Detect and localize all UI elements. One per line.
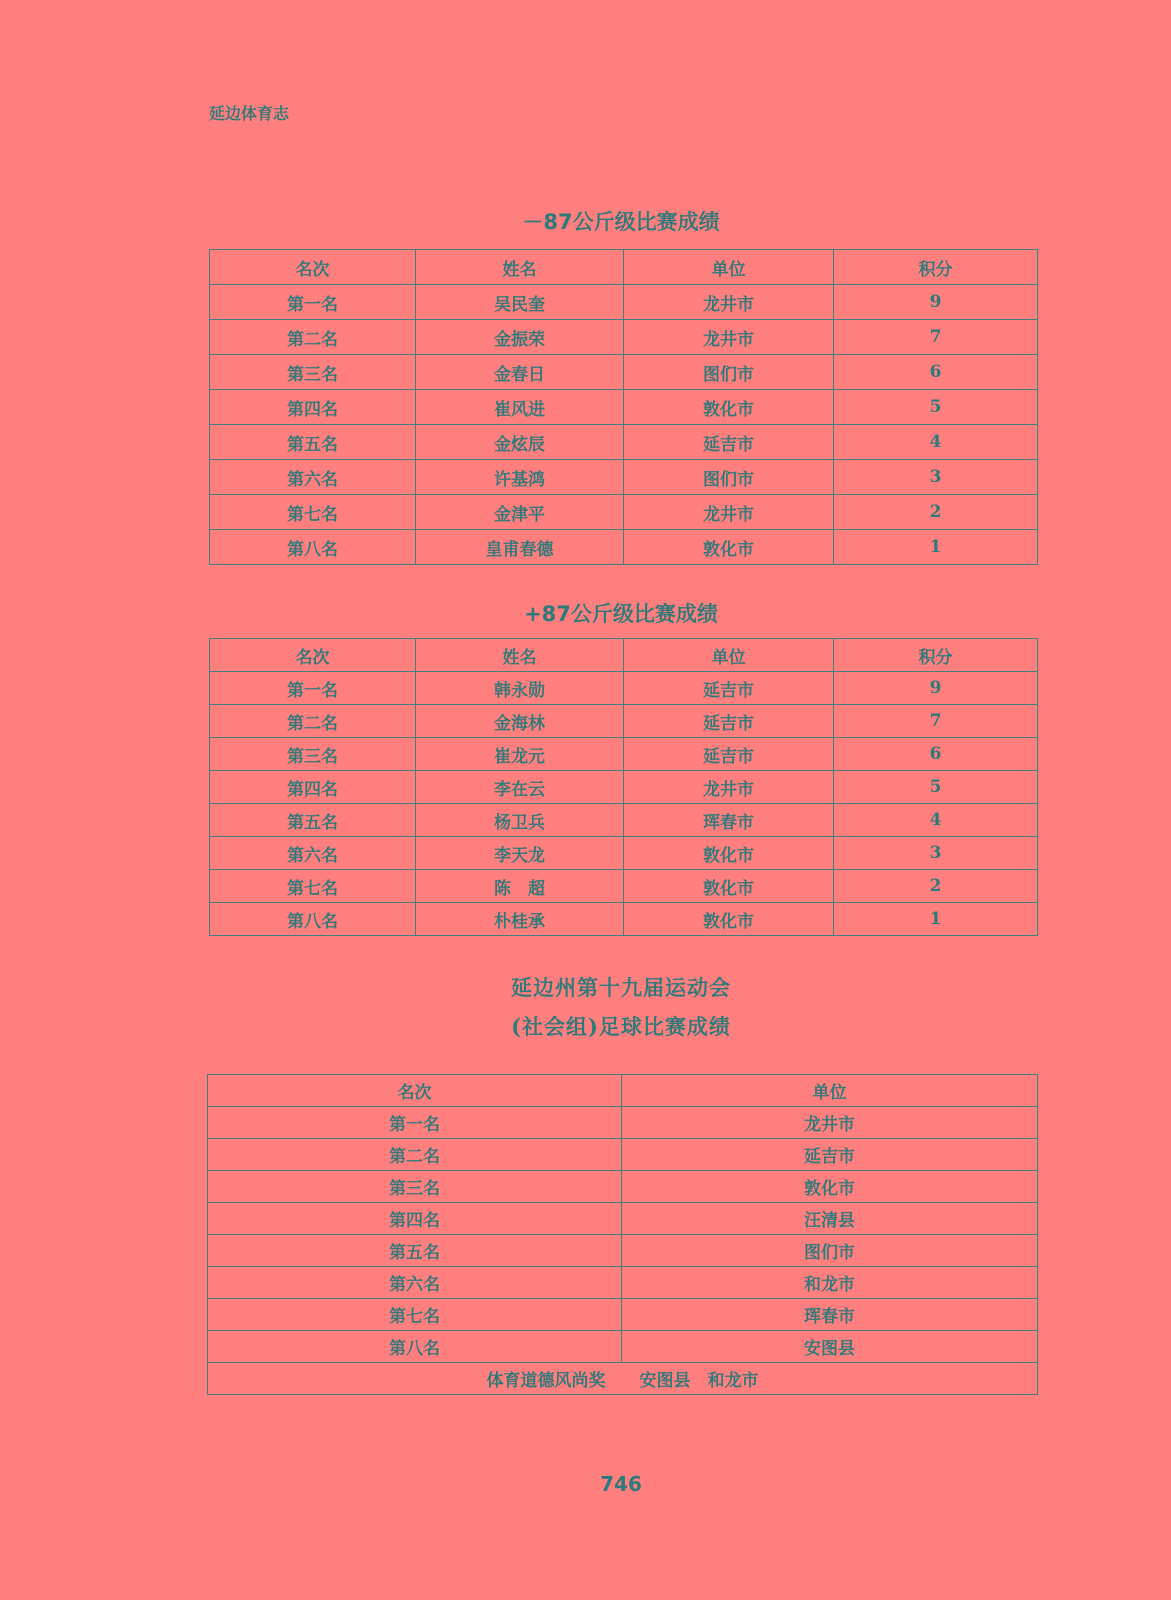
table-cell: 龙井市 (624, 320, 834, 355)
table-cell: 第三名 (208, 1171, 622, 1203)
table3-title-line2: (社会组)足球比赛成绩 (511, 1014, 731, 1039)
table3-header-row (208, 1075, 1038, 1107)
table-cell: 第八名 (210, 530, 416, 565)
table-cell: 龙井市 (624, 495, 834, 530)
table-cell: 第八名 (208, 1331, 622, 1363)
table-row (210, 425, 1038, 460)
page-number: 746 (600, 1472, 642, 1496)
table-cell: 第四名 (208, 1203, 622, 1235)
table-cell: 9 (834, 285, 1038, 320)
table-row (210, 285, 1038, 320)
table-row (210, 460, 1038, 495)
table-cell: 4 (834, 425, 1038, 460)
table-cell: 图们市 (624, 460, 834, 495)
table2-header-row (210, 639, 1038, 672)
table-cell: 3 (834, 837, 1038, 870)
table-cell: 第一名 (210, 672, 416, 705)
table-cell: 4 (834, 804, 1038, 837)
table-cell: 敦化市 (622, 1171, 1038, 1203)
table-cell: 第四名 (210, 390, 416, 425)
table1-title: －87公斤级比赛成绩 (522, 210, 720, 234)
table-row (208, 1267, 1038, 1299)
table-cell: 第二名 (210, 705, 416, 738)
running-head: 延边体育志 (209, 104, 290, 123)
table-cell: 朴桂承 (416, 903, 624, 936)
table-row (208, 1107, 1038, 1139)
table-row (208, 1235, 1038, 1267)
table-cell: 5 (834, 390, 1038, 425)
table-cell: 第二名 (210, 320, 416, 355)
table-cell: 7 (834, 320, 1038, 355)
table1-header-row (210, 250, 1038, 285)
table-cell: 第二名 (208, 1139, 622, 1171)
table3-header-cell: 单位 (622, 1075, 1038, 1107)
table1-header-cell: 单位 (624, 250, 834, 285)
table1-header-cell: 积分 (834, 250, 1038, 285)
table2-header-cell: 积分 (834, 639, 1038, 672)
table-cell: 李在云 (416, 771, 624, 804)
table-cell: 龙井市 (624, 771, 834, 804)
table3 (207, 1074, 1038, 1395)
table-row (208, 1331, 1038, 1363)
table-cell: 2 (834, 495, 1038, 530)
table-row (210, 495, 1038, 530)
table-cell: 9 (834, 672, 1038, 705)
table-cell: 崔龙元 (416, 738, 624, 771)
table-row (208, 1171, 1038, 1203)
table-cell: 延吉市 (624, 705, 834, 738)
table3-footer-row (208, 1363, 1038, 1395)
table2-title: +87公斤级比赛成绩 (524, 602, 718, 626)
table2-header-cell: 名次 (210, 639, 416, 672)
table-row (210, 390, 1038, 425)
table-cell: 崔风进 (416, 390, 624, 425)
table-cell: 第七名 (210, 495, 416, 530)
table-cell: 安图县 (622, 1331, 1038, 1363)
sportsmanship-award: 体育道德风尚奖 安图县 和龙市 (208, 1363, 1038, 1395)
table-cell: 第一名 (210, 285, 416, 320)
table2-header-cell: 姓名 (416, 639, 624, 672)
table-cell: 第三名 (210, 355, 416, 390)
table-cell: 第五名 (210, 804, 416, 837)
table-cell: 第八名 (210, 903, 416, 936)
table-cell: 李天龙 (416, 837, 624, 870)
table-row (210, 738, 1038, 771)
table-cell: 杨卫兵 (416, 804, 624, 837)
table-row (210, 771, 1038, 804)
table-cell: 皇甫春德 (416, 530, 624, 565)
table-cell: 延吉市 (624, 425, 834, 460)
table-cell: 6 (834, 738, 1038, 771)
table-cell: 第五名 (210, 425, 416, 460)
table-row (210, 870, 1038, 903)
table-cell: 许基鸿 (416, 460, 624, 495)
table-cell: 金海林 (416, 705, 624, 738)
table-cell: 3 (834, 460, 1038, 495)
table-cell: 珲春市 (622, 1299, 1038, 1331)
table-cell: 金振荣 (416, 320, 624, 355)
table-cell: 第六名 (208, 1267, 622, 1299)
table-cell: 金炫辰 (416, 425, 624, 460)
table1 (209, 249, 1038, 565)
table-cell: 龙井市 (624, 285, 834, 320)
table-cell: 第一名 (208, 1107, 622, 1139)
table-cell: 金津平 (416, 495, 624, 530)
table-cell: 敦化市 (624, 837, 834, 870)
table-cell: 图们市 (624, 355, 834, 390)
table-cell: 吴民奎 (416, 285, 624, 320)
table-cell: 敦化市 (624, 870, 834, 903)
table-cell: 6 (834, 355, 1038, 390)
table-cell: 敦化市 (624, 530, 834, 565)
table1-header-cell: 姓名 (416, 250, 624, 285)
table-cell: 第六名 (210, 460, 416, 495)
table-cell: 珲春市 (624, 804, 834, 837)
table-row (208, 1203, 1038, 1235)
table-row (210, 837, 1038, 870)
table-cell: 第七名 (208, 1299, 622, 1331)
table-cell: 和龙市 (622, 1267, 1038, 1299)
table-cell: 5 (834, 771, 1038, 804)
table-row (208, 1139, 1038, 1171)
table-cell: 第六名 (210, 837, 416, 870)
table2 (209, 638, 1038, 936)
table1-header-cell: 名次 (210, 250, 416, 285)
table-row (210, 705, 1038, 738)
table3-header-cell: 名次 (208, 1075, 622, 1107)
table-row (210, 530, 1038, 565)
table-cell: 敦化市 (624, 390, 834, 425)
table-cell: 图们市 (622, 1235, 1038, 1267)
table-cell: 7 (834, 705, 1038, 738)
table-cell: 陈 超 (416, 870, 624, 903)
table-row (210, 320, 1038, 355)
table3-title-line1: 延边州第十九届运动会 (511, 975, 731, 1000)
table-row (210, 672, 1038, 705)
table-cell: 延吉市 (624, 672, 834, 705)
table2-header-cell: 单位 (624, 639, 834, 672)
table-row (210, 355, 1038, 390)
table-cell: 韩永勋 (416, 672, 624, 705)
table-cell: 1 (834, 903, 1038, 936)
table-row (210, 804, 1038, 837)
table-cell: 延吉市 (624, 738, 834, 771)
table-cell: 1 (834, 530, 1038, 565)
table-cell: 第五名 (208, 1235, 622, 1267)
table-cell: 延吉市 (622, 1139, 1038, 1171)
table-row (208, 1299, 1038, 1331)
table-cell: 第三名 (210, 738, 416, 771)
table-cell: 2 (834, 870, 1038, 903)
table-row (210, 903, 1038, 936)
table-cell: 敦化市 (624, 903, 834, 936)
table-cell: 龙井市 (622, 1107, 1038, 1139)
table-cell: 第七名 (210, 870, 416, 903)
table-cell: 汪清县 (622, 1203, 1038, 1235)
table-cell: 第四名 (210, 771, 416, 804)
table-cell: 金春日 (416, 355, 624, 390)
